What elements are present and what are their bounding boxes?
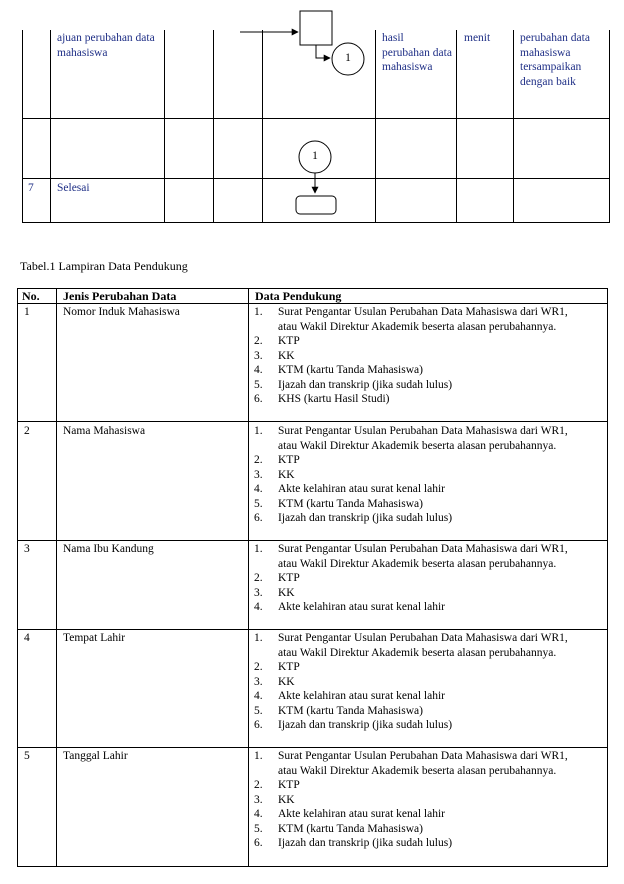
item-text: Ijazah dan transkrip (jika sudah lulus) xyxy=(278,512,453,524)
item-text: KK xyxy=(278,349,295,362)
item-number: 4. xyxy=(254,364,263,376)
connector-label: 1 xyxy=(312,150,318,162)
support-document-item xyxy=(254,305,604,334)
col-divider xyxy=(17,288,18,867)
support-document-item xyxy=(254,689,604,704)
item-text: Akte kelahiran atau surat kenal lahir xyxy=(278,808,445,820)
item-text: KTM (kartu Tanda Mahasiswa) xyxy=(278,364,423,376)
flow-col-divider xyxy=(456,30,457,223)
support-document-list xyxy=(254,424,604,526)
support-document-item xyxy=(254,424,604,453)
item-number: 6. xyxy=(254,512,263,524)
support-document-item xyxy=(254,482,604,497)
support-document-item xyxy=(254,571,604,586)
change-type: Tempat Lahir xyxy=(63,632,126,644)
col-divider xyxy=(248,288,249,867)
header-type: Jenis Perubahan Data xyxy=(63,289,177,303)
flow-col-divider xyxy=(213,30,214,223)
flowchart-symbols xyxy=(230,8,370,223)
item-number: 3. xyxy=(254,793,263,806)
support-document-item xyxy=(254,807,604,822)
item-text: Ijazah dan transkrip (jika sudah lulus) xyxy=(278,837,453,849)
support-document-list xyxy=(254,542,604,615)
change-type: Tanggal Lahir xyxy=(63,750,128,762)
item-number: 3. xyxy=(254,468,263,481)
item-text: KHS (kartu Hasil Studi) xyxy=(278,393,390,405)
row-number: 4 xyxy=(24,632,30,644)
support-document-item xyxy=(254,363,604,378)
process-box xyxy=(300,11,332,45)
support-document-item xyxy=(254,542,604,571)
table-caption: Tabel.1 Lampiran Data Pendukung xyxy=(20,259,188,273)
support-document-item xyxy=(254,392,604,407)
connector-label: 1 xyxy=(345,52,351,64)
header-no: No. xyxy=(22,289,40,303)
row-divider xyxy=(17,629,608,630)
item-number: 1. xyxy=(254,425,263,437)
item-text: KTM (kartu Tanda Mahasiswa) xyxy=(278,704,423,717)
item-number: 5. xyxy=(254,378,263,391)
flow-col-divider xyxy=(22,30,23,223)
item-number: 5. xyxy=(254,822,263,835)
support-document-item xyxy=(254,468,604,483)
row-divider xyxy=(17,421,608,422)
support-document-item xyxy=(254,675,604,690)
item-text: Surat Pengantar Usulan Perubahan Data Mahasiswa dari WR1, xyxy=(278,425,568,437)
item-text: Surat Pengantar Usulan Perubahan Data Mahasiswa dari WR1, xyxy=(278,306,568,318)
item-text-continued: atau Wakil Direktur Akademik beserta alasan perubahannya. xyxy=(278,439,557,452)
support-document-item xyxy=(254,704,604,719)
item-text: KTP xyxy=(278,454,300,466)
item-number: 2. xyxy=(254,779,263,791)
item-number: 4. xyxy=(254,690,263,702)
item-text: KTP xyxy=(278,572,300,584)
activity-cell: ajuan perubahan data mahasiswa xyxy=(57,32,155,59)
support-document-item xyxy=(254,453,604,468)
time-cell: menit xyxy=(464,32,491,44)
col-divider xyxy=(607,288,608,867)
item-number: 5. xyxy=(254,704,263,717)
item-text: Ijazah dan transkrip (jika sudah lulus) xyxy=(278,378,453,391)
item-text: Surat Pengantar Usulan Perubahan Data Mahasiswa dari WR1, xyxy=(278,750,568,762)
item-text: KTM (kartu Tanda Mahasiswa) xyxy=(278,497,423,510)
item-text: Akte kelahiran atau surat kenal lahir xyxy=(278,483,445,495)
item-number: 1. xyxy=(254,306,263,318)
col-divider xyxy=(56,288,57,867)
item-number: 4. xyxy=(254,808,263,820)
item-text-continued: atau Wakil Direktur Akademik beserta alasan perubahannya. xyxy=(278,557,557,570)
header-support: Data Pendukung xyxy=(255,289,342,303)
support-document-list xyxy=(254,749,604,851)
support-document-item xyxy=(254,793,604,808)
row-divider xyxy=(17,540,608,541)
item-text: KK xyxy=(278,468,295,481)
item-text-continued: atau Wakil Direktur Akademik beserta alasan perubahannya. xyxy=(278,646,557,659)
support-document-item xyxy=(254,497,604,512)
item-text: Akte kelahiran atau surat kenal lahir xyxy=(278,601,445,613)
support-document-list xyxy=(254,631,604,733)
item-number: 2. xyxy=(254,572,263,584)
step-activity: Selesai xyxy=(57,182,90,194)
support-document-item xyxy=(254,349,604,364)
item-text-continued: atau Wakil Direktur Akademik beserta alasan perubahannya. xyxy=(278,320,557,333)
support-document-item xyxy=(254,822,604,837)
item-text: KTM (kartu Tanda Mahasiswa) xyxy=(278,822,423,835)
support-document-item xyxy=(254,836,604,851)
change-type: Nomor Induk Mahasiswa xyxy=(63,306,180,318)
item-text: KK xyxy=(278,793,295,806)
table-bottom-border xyxy=(17,866,608,867)
item-text: KTP xyxy=(278,779,300,791)
flow-col-divider xyxy=(164,30,165,223)
item-text: Surat Pengantar Usulan Perubahan Data Mahasiswa dari WR1, xyxy=(278,632,568,644)
support-document-item xyxy=(254,660,604,675)
flow-col-divider xyxy=(50,30,51,223)
change-type: Nama Ibu Kandung xyxy=(63,543,154,555)
item-number: 4. xyxy=(254,601,263,613)
item-number: 1. xyxy=(254,543,263,555)
note-cell: perubahan data mahasiswa tersampaikan dengan baik xyxy=(520,32,590,88)
flow-arrow xyxy=(316,45,330,58)
support-document-item xyxy=(254,749,604,778)
item-number: 3. xyxy=(254,675,263,688)
flow-col-divider xyxy=(513,30,514,223)
row-number: 5 xyxy=(24,750,30,762)
flow-col-divider xyxy=(609,30,610,223)
item-text: Akte kelahiran atau surat kenal lahir xyxy=(278,690,445,702)
item-number: 2. xyxy=(254,454,263,466)
item-number: 1. xyxy=(254,750,263,762)
support-document-item xyxy=(254,631,604,660)
support-document-item xyxy=(254,586,604,601)
item-text: KK xyxy=(278,675,295,688)
item-number: 6. xyxy=(254,837,263,849)
row-number: 2 xyxy=(24,425,30,437)
item-text: KTP xyxy=(278,661,300,673)
step-number: 7 xyxy=(28,182,34,194)
support-document-list xyxy=(254,305,604,407)
item-number: 6. xyxy=(254,719,263,731)
item-text: Ijazah dan transkrip (jika sudah lulus) xyxy=(278,719,453,731)
change-type: Nama Mahasiswa xyxy=(63,425,146,437)
support-document-item xyxy=(254,600,604,615)
support-document-item xyxy=(254,378,604,393)
item-text: KTP xyxy=(278,335,300,347)
row-number: 1 xyxy=(24,306,30,318)
flow-col-divider xyxy=(375,30,376,223)
terminator-shape xyxy=(296,196,336,214)
item-text: KK xyxy=(278,586,295,599)
row-divider xyxy=(17,747,608,748)
row-number: 3 xyxy=(24,543,30,555)
support-document-item xyxy=(254,334,604,349)
item-number: 3. xyxy=(254,349,263,362)
item-number: 2. xyxy=(254,335,263,347)
item-number: 2. xyxy=(254,661,263,673)
output-cell: hasil perubahan data mahasiswa xyxy=(382,32,452,73)
item-text: Surat Pengantar Usulan Perubahan Data Mahasiswa dari WR1, xyxy=(278,543,568,555)
item-text-continued: atau Wakil Direktur Akademik beserta alasan perubahannya. xyxy=(278,764,557,777)
item-number: 1. xyxy=(254,632,263,644)
support-document-item xyxy=(254,778,604,793)
item-number: 4. xyxy=(254,483,263,495)
support-document-item xyxy=(254,718,604,733)
item-number: 6. xyxy=(254,393,263,405)
item-number: 5. xyxy=(254,497,263,510)
support-document-item xyxy=(254,511,604,526)
item-number: 3. xyxy=(254,586,263,599)
